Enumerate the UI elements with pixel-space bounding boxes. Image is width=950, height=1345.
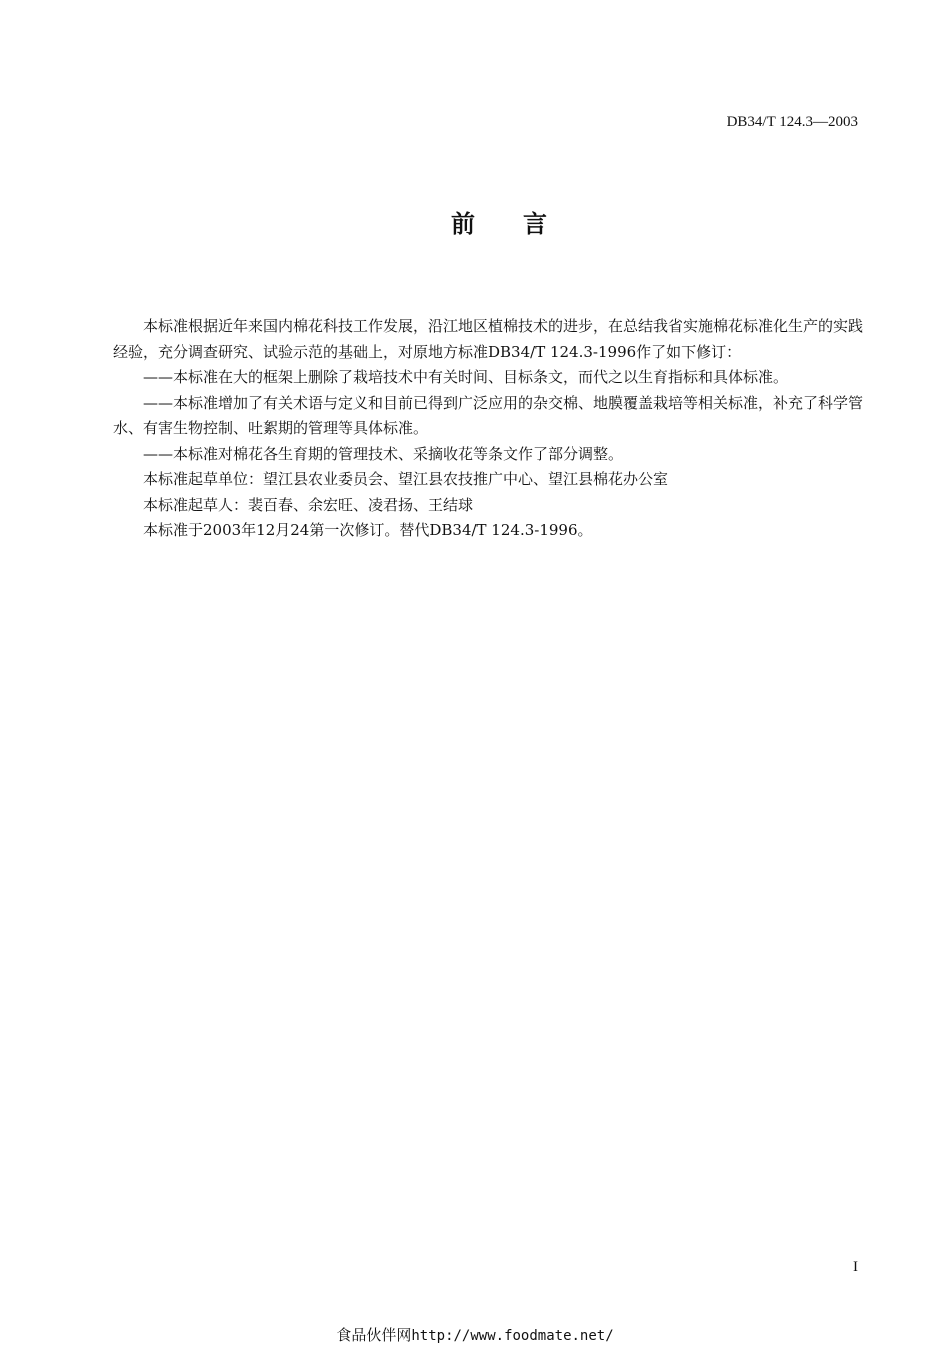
footer-site-name: 食品伙伴网 — [336, 1326, 412, 1344]
page-number: I — [853, 1259, 858, 1275]
paragraph-drafting-units: 本标准起草单位：望江县农业委员会、望江县农技推广中心、望江县棉花办公室 — [143, 470, 669, 488]
paragraph-revision-2: ——本标准增加了有关术语与定义和目前已得到广泛应用的杂交棉、地膜覆盖栽培等相关标准，补充了科学管水、有害生物控制、吐絮期的管理等具体标准。 — [113, 393, 864, 437]
page-title: 前言 — [451, 210, 595, 238]
paragraph-drafters: 本标准起草人：裴百春、余宏旺、凌君扬、王结球 — [143, 495, 474, 514]
paragraph-revision-1: ——本标准在大的框架上删除了栽培技术中有关时间、目标条文，而代之以生育指标和具体标准。 — [143, 368, 789, 386]
paragraph-revision-date: 本标准于2003年12月24第一次修订。替代DB34/T 124.3-1996。 — [143, 521, 593, 539]
paragraph-revision-3: ——本标准对棉花各生育期的管理技术、采摘收花等条文作了部分调整。 — [143, 444, 624, 463]
foreword-body — [113, 314, 863, 544]
paragraph-intro: 本标准根据近年来国内棉花科技工作发展，沿江地区植棉技术的进步，在总结我省实施棉花标准化生产的实践经验，充分调查研究、试验示范的基础上，对原地方标准DB34/T 124.3-1996作了如下修订： — [113, 317, 864, 361]
document-code: DB34/T 124.3—2003 — [726, 114, 858, 130]
footer-watermark — [0, 1324, 950, 1345]
footer-url-link[interactable]: http://www.foodmate.net/ — [411, 1328, 614, 1344]
